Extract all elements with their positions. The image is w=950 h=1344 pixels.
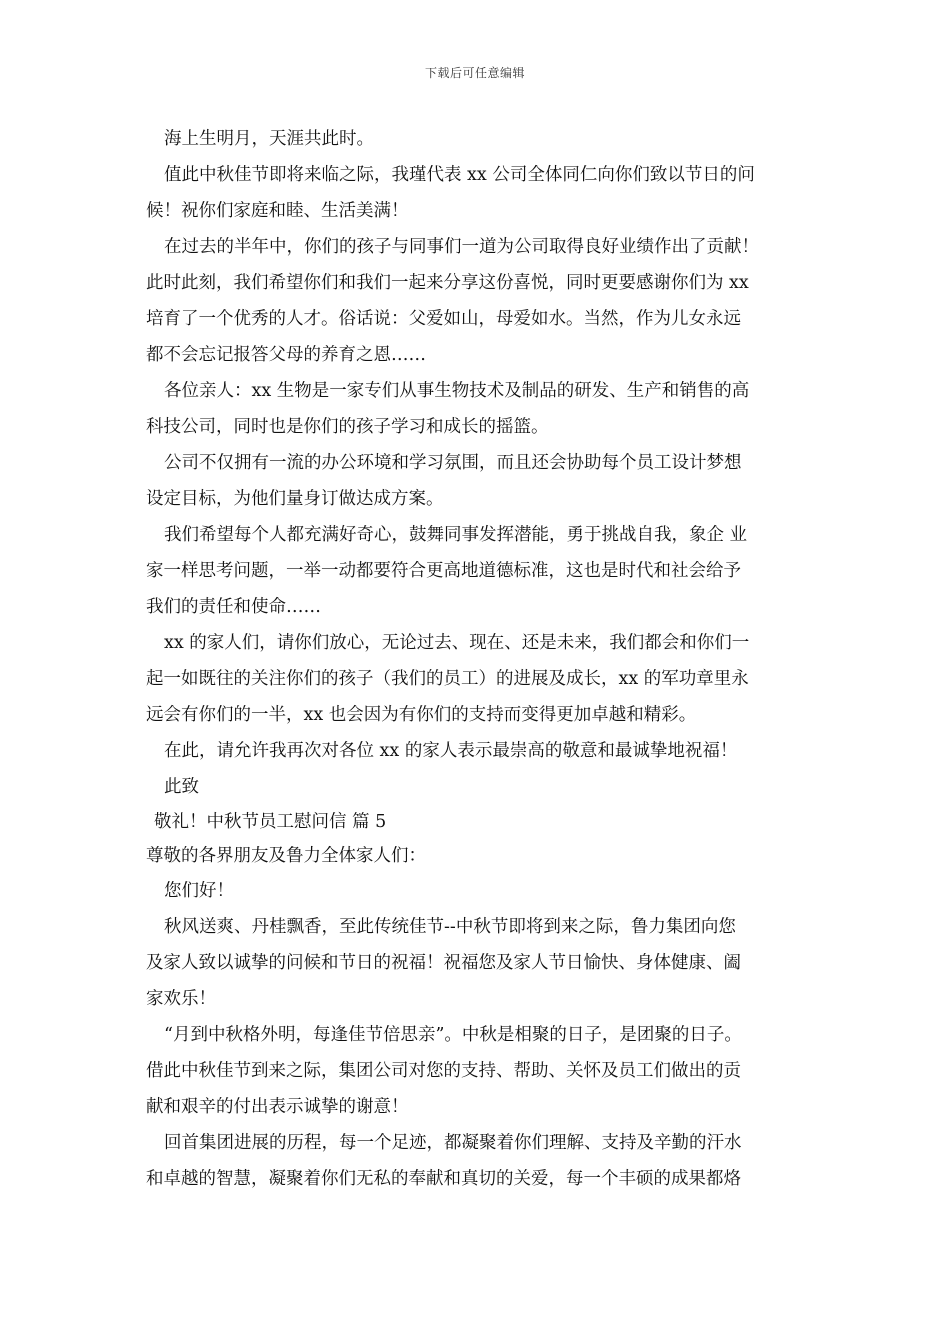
- text-line: 此致: [164, 777, 199, 797]
- text-line: 我们希望每个人都充满好奇心，鼓舞同事发挥潜能，勇于挑战自我，象企 业: [164, 525, 748, 545]
- text-line: 远会有你们的一半，xx 也会因为有你们的支持而变得更加卓越和精彩。: [146, 705, 697, 725]
- text-line: 在此，请允许我再次对各位 xx 的家人表示最崇高的敬意和最诚挚地祝福！: [164, 741, 738, 761]
- text-line: 我们的责任和使命……: [146, 597, 321, 617]
- text-line: 设定目标，为他们量身订做达成方案。: [146, 489, 444, 509]
- text-line: 及家人致以诚挚的问候和节日的祝福！祝福您及家人节日愉快、身体健康、阖: [146, 953, 741, 973]
- text-line: 家一样思考问题，一举一动都要符合更高地道德标准，这也是时代和社会给予: [146, 561, 741, 581]
- text-line: 献和艰辛的付出表示诚挚的谢意！: [146, 1097, 409, 1117]
- text-line: 培育了一个优秀的人才。俗话说：父爱如山，母爱如水。当然，作为儿女永远: [146, 309, 741, 329]
- text-line: 起一如既往的关注你们的孩子（我们的员工）的进展及成长，xx 的军功章里永: [146, 669, 749, 689]
- text-line: 回首集团进展的历程，每一个足迹，都凝聚着你们理解、支持及辛勤的汗水: [164, 1133, 742, 1153]
- text-line: 此时此刻，我们希望你们和我们一起来分享这份喜悦，同时更要感谢你们为 xx: [146, 273, 749, 293]
- text-line: 科技公司，同时也是你们的孩子学习和成长的摇篮。: [146, 417, 549, 437]
- text-line: 借此中秋佳节到来之际，集团公司对您的支持、帮助、关怀及员工们做出的贡: [146, 1061, 741, 1081]
- text-line: 公司不仅拥有一流的办公环境和学习氛围，而且还会协助每个员工设计梦想: [164, 453, 742, 473]
- text-line: 在过去的半年中，你们的孩子与同事们一道为公司取得良好业绩作出了贡献！: [164, 237, 759, 257]
- text-line: 和卓越的智慧，凝聚着你们无私的奉献和真切的关爱，每一个丰硕的成果都烙: [146, 1169, 741, 1189]
- text-line: 候！祝你们家庭和睦、生活美满！: [146, 201, 409, 221]
- text-line: 家欢乐！: [146, 989, 216, 1009]
- text-line: 秋风送爽、丹桂飘香，至此传统佳节--中秋节即将到来之际，鲁力集团向您: [164, 917, 736, 937]
- text-line: 都不会忘记报答父母的养育之恩……: [146, 345, 426, 365]
- text-line: 值此中秋佳节即将来临之际，我瑾代表 xx 公司全体同仁向你们致以节日的问: [164, 165, 755, 185]
- text-line: “月到中秋格外明，每逢佳节倍思亲”。中秋是相聚的日子，是团聚的日子。: [164, 1025, 742, 1045]
- text-line: 海上生明月，天涯共此时。: [164, 129, 374, 149]
- text-line: 各位亲人：xx 生物是一家专们从事生物技术及制品的研发、生产和销售的高: [164, 381, 750, 401]
- salutation: 尊敬的各界朋友及鲁力全体家人们：: [146, 846, 426, 866]
- text-line: 您们好！: [164, 881, 234, 901]
- document-body: [146, 121, 810, 1197]
- text-line: xx 的家人们，请你们放心，无论过去、现在、还是未来，我们都会和你们一: [164, 633, 750, 653]
- page-header: 下载后可任意编辑: [424, 66, 525, 80]
- section-heading: 敬礼！中秋节员工慰问信 篇 5: [154, 812, 387, 832]
